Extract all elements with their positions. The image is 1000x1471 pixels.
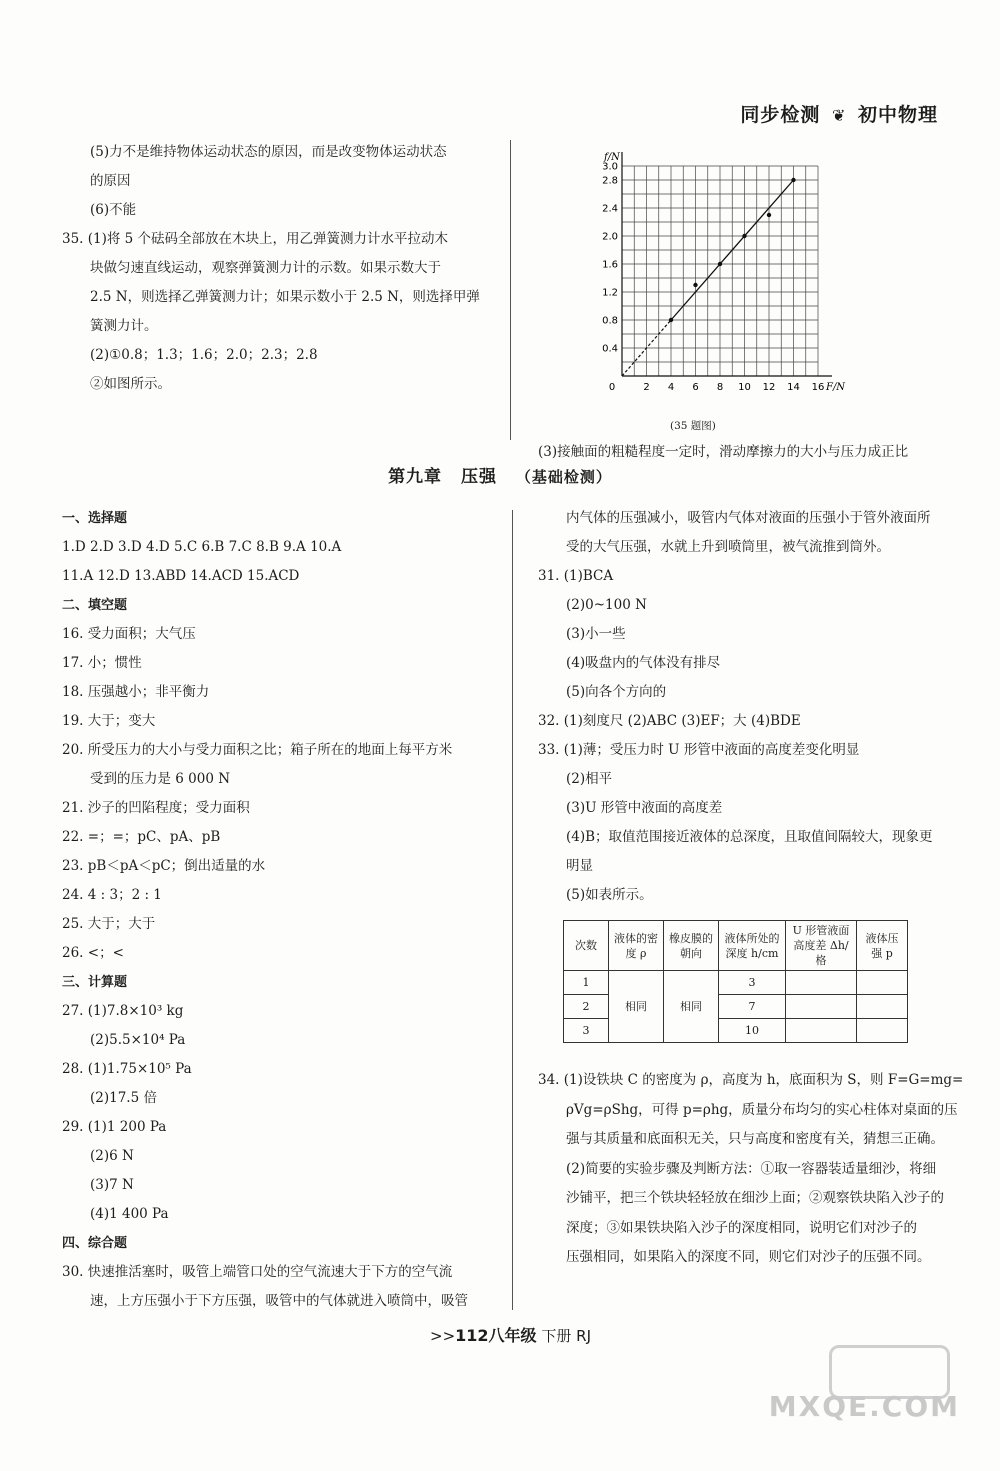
answer-line: (5)力不是维持物体运动状态的原因，而是改变物体运动状态 xyxy=(90,144,447,160)
answer-line: 35. (1)将 5 个砝码全部放在木块上，用乙弹簧测力计水平拉动木 xyxy=(62,231,449,247)
header-series: 同步检测 xyxy=(740,104,821,126)
table-cell: 相同 xyxy=(664,971,719,1043)
answer-line: 16. 受力面积；大气压 xyxy=(62,626,196,642)
x-tick-label: 2 xyxy=(643,382,650,393)
table-cell: 2 xyxy=(564,995,609,1019)
answer-line: 34. (1)设铁块 C 的密度为 ρ，高度为 h，底面积为 S，则 F=G=mg= xyxy=(538,1072,964,1088)
answer-line: (2)简要的实验步骤及判断方法：①取一容器装适量细沙，将细 xyxy=(566,1160,937,1177)
x-tick-label: 10 xyxy=(738,382,751,393)
answer-line: 三、计算题 xyxy=(62,975,128,990)
data-point xyxy=(718,262,722,266)
y-tick-label: 2.0 xyxy=(602,231,618,243)
x-axis-label: F/N xyxy=(826,382,846,393)
table-cell: 3 xyxy=(719,971,786,995)
answer-line: (3)7 N xyxy=(90,1177,134,1193)
answer-line: 2.5 N，则选择乙弹簧测力计；如果示数小于 2.5 N，则选择甲弹 xyxy=(90,289,480,305)
answer-line: 沙铺平，把三个铁块轻轻放在细沙上面；②观察铁块陷入沙子的 xyxy=(566,1190,944,1206)
table-cell: 相同 xyxy=(609,971,664,1043)
column-divider-bottom xyxy=(512,510,513,1310)
watermark: MXQE.COM xyxy=(768,1390,960,1423)
x-tick-label: 8 xyxy=(716,382,724,393)
answer-line: 31. (1)BCA xyxy=(538,568,614,584)
data-point xyxy=(693,283,697,287)
answer-line: (3)U 形管中液面的高度差 xyxy=(566,800,723,816)
answer-line: 四、综合题 xyxy=(62,1236,128,1251)
answer-line: 20. 所受压力的大小与受力面积之比；箱子所在的地面上每平方米 xyxy=(62,742,453,758)
top-left-answers xyxy=(62,138,502,399)
table-header-cell: 次数 xyxy=(564,921,609,971)
answer-line: 18. 压强越小；非平衡力 xyxy=(62,684,210,700)
answer-line: (2)6 N xyxy=(90,1148,134,1164)
footer-grade: 八年级 xyxy=(488,1326,537,1345)
y-tick-label: 2.4 xyxy=(602,203,618,215)
answer-line: (2)①0.8；1.3；1.6；2.0；2.3；2.8 xyxy=(90,347,318,363)
table-header-cell: 液体的密度 ρ xyxy=(609,921,664,971)
q35-part3: (3)接触面的粗糙程度一定时，滑动摩擦力的大小与压力成正比 xyxy=(538,444,909,460)
answer-line: 30. 快速推活塞时，吸管上端管口处的空气流速大于下方的空气流 xyxy=(62,1264,453,1280)
answer-line: ②如图所示。 xyxy=(90,376,171,392)
answer-line: 27. (1)7.8×10³ kg xyxy=(62,1003,184,1019)
chapter-number: 第九章 xyxy=(388,467,443,487)
x-tick-label: 4 xyxy=(667,382,675,393)
chapter-title xyxy=(0,462,1000,487)
table-cell xyxy=(786,995,857,1019)
answer-line: (2)相平 xyxy=(566,771,613,787)
page-number: 112 xyxy=(455,1326,489,1345)
answer-line: 块做匀速直线运动，观察弹簧测力计的示数。如果示数大于 xyxy=(90,260,441,276)
chapter-name: 压强 xyxy=(460,467,497,487)
x-tick-label: 0 xyxy=(608,382,616,393)
x-tick-label: 16 xyxy=(811,382,825,393)
x-tick-label: 12 xyxy=(762,382,776,393)
table-cell: 7 xyxy=(719,995,786,1019)
answer-line: 17. 小；惯性 xyxy=(62,655,142,671)
answer-line: 受的大气压强，水就上升到喷筒里，被气流推到筒外。 xyxy=(566,539,890,555)
table-cell xyxy=(786,971,857,995)
y-tick-label: 0.4 xyxy=(602,343,618,355)
answer-line: 21. 沙子的凹陷程度；受力面积 xyxy=(62,800,250,816)
y-tick-label: 0.8 xyxy=(602,315,618,327)
table-cell: 3 xyxy=(564,1019,609,1043)
answer-line: (5)如表所示。 xyxy=(566,887,653,903)
q34-answers xyxy=(538,1066,964,1273)
answer-line: 19. 大于；变大 xyxy=(62,713,156,729)
answer-line: 26. <；< xyxy=(62,945,124,961)
y-tick-label: 3.0 xyxy=(602,161,618,173)
answer-line: 23. pB＜pA＜pC；倒出适量的水 xyxy=(62,858,266,874)
x-tick-label: 6 xyxy=(692,382,699,393)
answer-line: 受到的压力是 6 000 N xyxy=(90,771,231,787)
data-point xyxy=(669,318,673,322)
table-cell xyxy=(857,971,908,995)
table-header-cell: U 形管液面高度差 Δh/格 xyxy=(786,921,857,971)
chart-caption: (35 题图) xyxy=(670,420,716,432)
left-answers xyxy=(62,504,502,1316)
answer-line: (6)不能 xyxy=(90,202,137,218)
table-header-cell: 橡皮膜的朝向 xyxy=(664,921,719,971)
table-cell: 1 xyxy=(564,971,609,995)
page-footer xyxy=(430,1323,591,1346)
y-tick-label: 2.8 xyxy=(602,175,618,187)
answer-line: (2)5.5×10⁴ Pa xyxy=(90,1032,186,1048)
answer-line: 的原因 xyxy=(90,173,131,189)
header-subject: 初中物理 xyxy=(857,104,938,126)
chapter-subtitle: （基础检测） xyxy=(515,468,612,486)
answer-line: 强与其质量和底面积无关，只与高度和密度有关，猜想三正确。 xyxy=(566,1131,944,1147)
data-point xyxy=(767,213,771,217)
answer-line: (4)吸盘内的气体没有排尽 xyxy=(566,655,721,671)
answer-line: 簧测力计。 xyxy=(90,318,158,334)
answer-line: 32. (1)刻度尺 (2)ABC (3)EF；大 (4)BDE xyxy=(538,713,801,729)
table-cell xyxy=(857,1019,908,1043)
answer-line: 明显 xyxy=(566,858,593,874)
y-tick-label: 1.6 xyxy=(602,259,618,271)
answer-line: 22. =；=；pC、pA、pB xyxy=(62,829,221,845)
answer-line: 24. 4 : 3；2 : 1 xyxy=(62,887,162,903)
answer-line: 28. (1)1.75×10⁵ Pa xyxy=(62,1061,192,1077)
page-header xyxy=(740,100,938,127)
answer-line: 11.A 12.D 13.ABD 14.ACD 15.ACD xyxy=(62,568,300,584)
friction-chart xyxy=(592,138,852,408)
right-answers xyxy=(538,504,958,910)
answer-line: 压强相同，如果陷入的深度不同，则它们对沙子的压强不同。 xyxy=(566,1249,931,1265)
answer-line: 29. (1)1 200 Pa xyxy=(62,1119,167,1135)
y-axis-label: f/N xyxy=(604,152,620,163)
table-cell: 10 xyxy=(719,1019,786,1043)
footer-arrow-icon: >> xyxy=(430,1327,456,1345)
x-tick-label: 14 xyxy=(787,382,800,393)
answer-line: 1.D 2.D 3.D 4.D 5.C 6.B 7.C 8.B 9.A 10.A xyxy=(62,539,342,555)
answer-line: 二、填空题 xyxy=(62,598,128,613)
answer-line: 33. (1)薄；受压力时 U 形管中液面的高度差变化明显 xyxy=(538,742,860,758)
footer-term: 下册 xyxy=(541,1327,572,1345)
data-point xyxy=(791,178,795,182)
answer-line: 速，上方压强小于下方压强，吸管中的气体就进入喷筒中，吸管 xyxy=(90,1293,468,1309)
table-header-cell: 液体所处的深度 h/cm xyxy=(719,921,786,971)
answer-line: (4)1 400 Pa xyxy=(90,1206,169,1222)
table-cell xyxy=(786,1019,857,1043)
y-tick-label: 1.2 xyxy=(602,287,618,299)
answer-line: 25. 大于；大于 xyxy=(62,916,156,932)
answer-line: (5)向各个方向的 xyxy=(566,684,667,700)
answer-line: ρVg=ρShg，可得 p=ρhg，质量分布均匀的实心柱体对桌面的压 xyxy=(566,1101,958,1118)
answer-line: (2)0~100 N xyxy=(566,597,647,613)
footer-edition: RJ xyxy=(576,1327,591,1345)
column-divider-top xyxy=(510,140,511,440)
answer-line: 一、选择题 xyxy=(62,511,128,526)
q33-data-table xyxy=(563,920,908,1043)
table-cell xyxy=(857,995,908,1019)
data-point xyxy=(742,234,746,238)
table-header-cell: 液体压强 p xyxy=(857,921,908,971)
answer-line: 深度；③如果铁块陷入沙子的深度相同，说明它们对沙子的 xyxy=(566,1219,917,1236)
answer-line: (2)17.5 倍 xyxy=(90,1090,157,1106)
answer-line: 内气体的压强减小，吸管内气体对液面的压强小于管外液面所 xyxy=(566,510,931,526)
bulb-icon: ❦ xyxy=(831,106,847,125)
answer-line: (3)小一些 xyxy=(566,626,626,642)
answer-line: (4)B；取值范围接近液体的总深度，且取值间隔较大，现象更 xyxy=(566,829,933,845)
